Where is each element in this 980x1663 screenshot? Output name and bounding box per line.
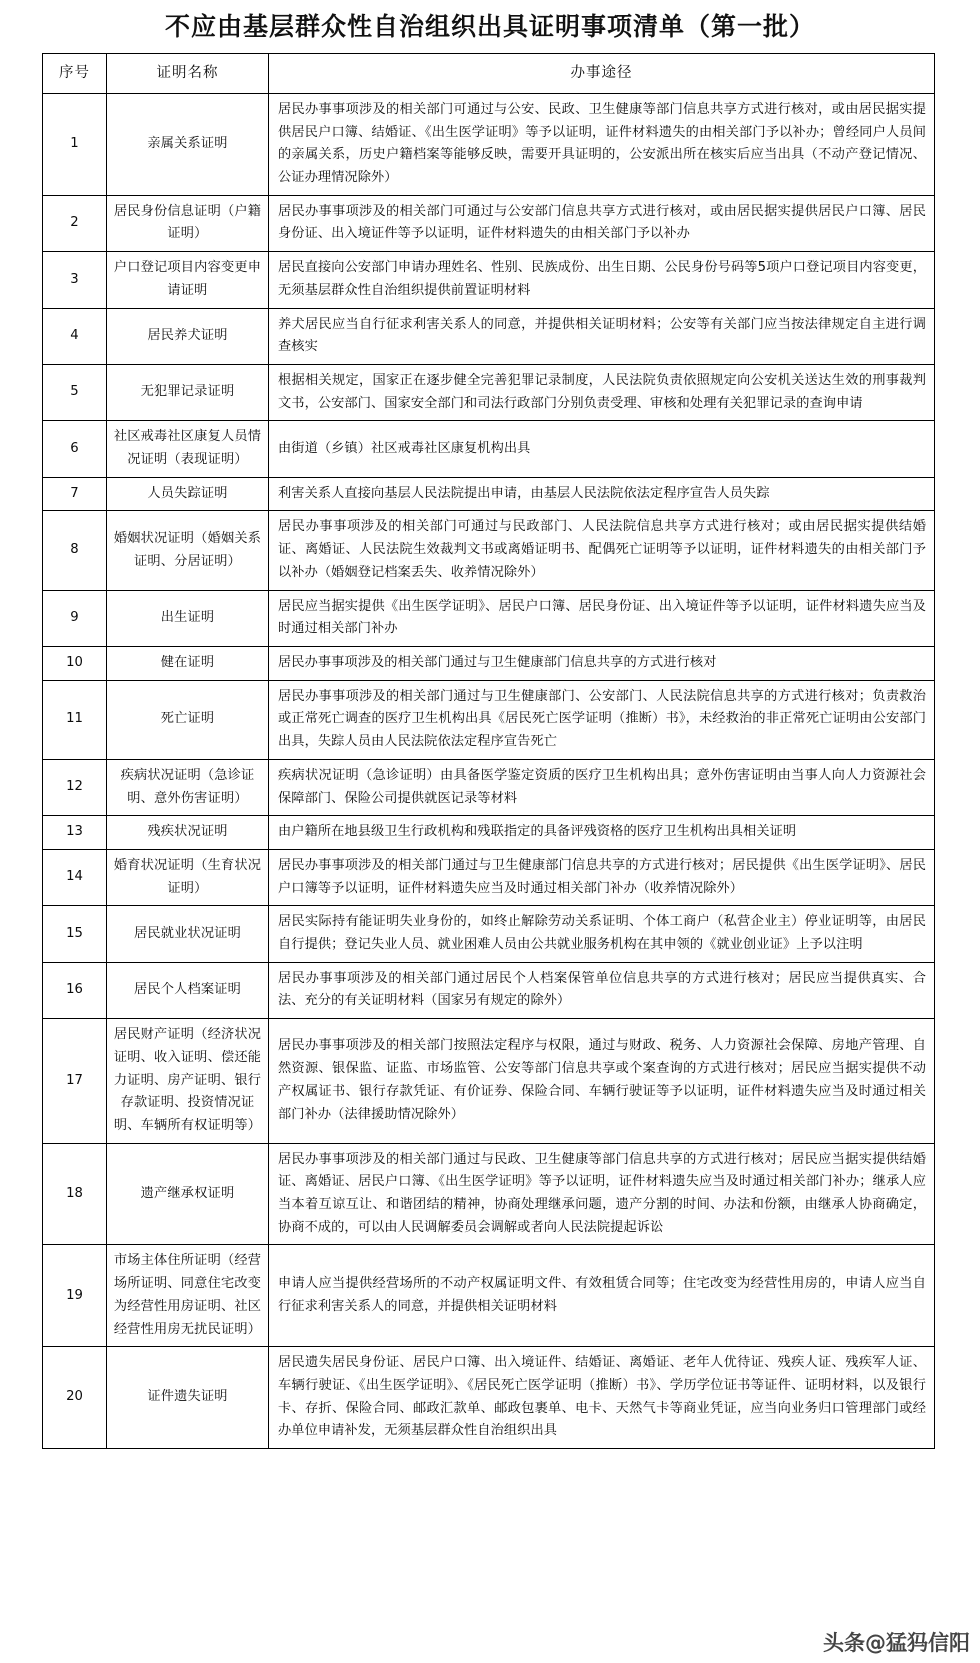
table-row	[43, 759, 935, 815]
table-row	[43, 308, 935, 364]
row-index-cell: 1	[43, 93, 107, 195]
row-index-cell: 17	[43, 1019, 107, 1144]
row-index-cell: 10	[43, 647, 107, 681]
handling-method-cell: 居民办事事项涉及的相关部门可通过与公安、民政、卫生健康等部门信息共享方式进行核对，或由居民据实提供居民户口簿、结婚证、《出生医学证明》等予以证明，证件材料遗失的由相关部门予以补办；曾经同户人员间的亲属关系，历史户籍档案等能够反映，需要开具证明的，公安派出所在核实后应当出具（不动产登记情况、公证办理情况除外）	[269, 93, 935, 195]
certificate-name-cell: 死亡证明	[107, 680, 269, 759]
row-index-cell: 12	[43, 759, 107, 815]
certificate-name-cell: 人员失踪证明	[107, 477, 269, 511]
certificate-name-cell: 无犯罪记录证明	[107, 364, 269, 420]
certificate-name-cell: 居民就业状况证明	[107, 906, 269, 962]
table-row	[43, 511, 935, 590]
table-row	[43, 962, 935, 1018]
row-index-cell: 2	[43, 195, 107, 251]
table-row	[43, 1019, 935, 1144]
certificate-list-table-wrapper	[42, 53, 934, 1449]
row-index-cell: 13	[43, 816, 107, 850]
handling-method-cell: 根据相关规定，国家正在逐步健全完善犯罪记录制度，人民法院负责依照规定向公安机关送达生效的刑事裁判文书，公安部门、国家安全部门和司法行政部门分别负责受理、审核和处理有关犯罪记录的查询申请	[269, 364, 935, 420]
row-index-cell: 6	[43, 421, 107, 477]
row-index-cell: 8	[43, 511, 107, 590]
column-header-index: 序号	[43, 54, 107, 94]
handling-method-cell: 居民办事事项涉及的相关部门通过居民个人档案保管单位信息共享的方式进行核对；居民应当提供真实、合法、充分的有关证明材料（国家另有规定的除外）	[269, 962, 935, 1018]
handling-method-cell: 利害关系人直接向基层人民法院提出申请，由基层人民法院依法定程序宣告人员失踪	[269, 477, 935, 511]
table-row	[43, 364, 935, 420]
page-title: 不应由基层群众性自治组织出具证明事项清单（第一批）	[164, 12, 815, 41]
certificate-name-cell: 居民身份信息证明（户籍证明）	[107, 195, 269, 251]
watermark: 头条@猛犸信阳	[823, 1631, 970, 1655]
table-row	[43, 816, 935, 850]
table-row	[43, 477, 935, 511]
row-index-cell: 4	[43, 308, 107, 364]
table-row	[43, 195, 935, 251]
table-row	[43, 590, 935, 646]
row-index-cell: 15	[43, 906, 107, 962]
table-row	[43, 93, 935, 195]
table-header	[43, 54, 935, 94]
handling-method-cell: 由街道（乡镇）社区戒毒社区康复机构出具	[269, 421, 935, 477]
table-row	[43, 680, 935, 759]
row-index-cell: 16	[43, 962, 107, 1018]
certificate-name-cell: 婚姻状况证明（婚姻关系证明、分居证明）	[107, 511, 269, 590]
column-header-name: 证明名称	[107, 54, 269, 94]
table-row	[43, 1245, 935, 1347]
handling-method-cell: 居民办事事项涉及的相关部门通过与卫生健康部门信息共享的方式进行核对；居民提供《出生医学证明》、居民户口簿等予以证明，证件材料遗失应当及时通过相关部门补办（收养情况除外）	[269, 849, 935, 905]
table-row	[43, 1143, 935, 1245]
row-index-cell: 9	[43, 590, 107, 646]
handling-method-cell: 居民办事事项涉及的相关部门通过与民政、卫生健康等部门信息共享的方式进行核对；居民应当据实提供结婚证、离婚证、居民户口簿、《出生医学证明》等予以证明，证件材料遗失应当及时通过相关部门补办；继承人应当本着互谅互让、和谐团结的精神，协商处理继承问题，遗产分割的时间、办法和份额，由继承人协商确定，协商不成的，可以由人民调解委员会调解或者向人民法院提起诉讼	[269, 1143, 935, 1245]
handling-method-cell: 居民实际持有能证明失业身份的，如终止解除劳动关系证明、个体工商户（私营企业主）停业证明等，由居民自行提供；登记失业人员、就业困难人员由公共就业服务机构在其申领的《就业创业证》上予以注明	[269, 906, 935, 962]
row-index-cell: 18	[43, 1143, 107, 1245]
certificate-name-cell: 遗产继承权证明	[107, 1143, 269, 1245]
row-index-cell: 7	[43, 477, 107, 511]
handling-method-cell: 居民应当据实提供《出生医学证明》、居民户口簿、居民身份证、出入境证件等予以证明，证件材料遗失应当及时通过相关部门补办	[269, 590, 935, 646]
handling-method-cell: 居民办事事项涉及的相关部门通过与卫生健康部门信息共享的方式进行核对	[269, 647, 935, 681]
handling-method-cell: 疾病状况证明（急诊证明）由具备医学鉴定资质的医疗卫生机构出具；意外伤害证明由当事人向人力资源社会保障部门、保险公司提供就医记录等材料	[269, 759, 935, 815]
certificate-name-cell: 社区戒毒社区康复人员情况证明（表现证明）	[107, 421, 269, 477]
handling-method-cell: 居民直接向公安部门申请办理姓名、性别、民族成份、出生日期、公民身份号码等5项户口登记项目内容变更，无须基层群众性自治组织提供前置证明材料	[269, 252, 935, 308]
handling-method-cell: 申请人应当提供经营场所的不动产权属证明文件、有效租赁合同等；住宅改变为经营性用房的，申请人应当自行征求利害关系人的同意，并提供相关证明材料	[269, 1245, 935, 1347]
table-header-row	[43, 54, 935, 94]
table-row	[43, 1347, 935, 1449]
certificate-name-cell: 疾病状况证明（急诊证明、意外伤害证明）	[107, 759, 269, 815]
table-row	[43, 849, 935, 905]
row-index-cell: 20	[43, 1347, 107, 1449]
row-index-cell: 11	[43, 680, 107, 759]
row-index-cell: 5	[43, 364, 107, 420]
certificate-name-cell: 健在证明	[107, 647, 269, 681]
certificate-name-cell: 市场主体住所证明（经营场所证明、同意住宅改变为经营性用房证明、社区经营性用房无扰民证明）	[107, 1245, 269, 1347]
certificate-name-cell: 居民个人档案证明	[107, 962, 269, 1018]
certificate-name-cell: 居民养犬证明	[107, 308, 269, 364]
handling-method-cell: 居民办事事项涉及的相关部门可通过与民政部门、人民法院信息共享方式进行核对；或由居民据实提供结婚证、离婚证、人民法院生效裁判文书或离婚证明书、配偶死亡证明等予以证明，证件材料遗失的由相关部门予以补办（婚姻登记档案丢失、收养情况除外）	[269, 511, 935, 590]
certificate-name-cell: 证件遗失证明	[107, 1347, 269, 1449]
certificate-name-cell: 居民财产证明（经济状况证明、收入证明、偿还能力证明、房产证明、银行存款证明、投资情况证明、车辆所有权证明等）	[107, 1019, 269, 1144]
handling-method-cell: 养犬居民应当自行征求利害关系人的同意，并提供相关证明材料；公安等有关部门应当按法律规定自主进行调查核实	[269, 308, 935, 364]
certificate-name-cell: 户口登记项目内容变更申请证明	[107, 252, 269, 308]
table-row	[43, 906, 935, 962]
row-index-cell: 19	[43, 1245, 107, 1347]
table-body	[43, 93, 935, 1448]
handling-method-cell: 居民办事事项涉及的相关部门通过与卫生健康部门、公安部门、人民法院信息共享的方式进行核对；负责救治或正常死亡调查的医疗卫生机构出具《居民死亡医学证明（推断）书》，未经救治的非正常死亡证明由公安部门出具，失踪人员由人民法院依法定程序宣告死亡	[269, 680, 935, 759]
certificate-name-cell: 亲属关系证明	[107, 93, 269, 195]
certificate-name-cell: 婚育状况证明（生育状况证明）	[107, 849, 269, 905]
table-row	[43, 252, 935, 308]
handling-method-cell: 居民办事事项涉及的相关部门按照法定程序与权限，通过与财政、税务、人力资源社会保障、房地产管理、自然资源、银保监、证监、市场监管、公安等部门信息共享或个案查询的方式进行核对；居民应当据实提供不动产权属证书、银行存款凭证、有价证券、保险合同、车辆行驶证等予以证明，证件材料遗失应当及时通过相关部门补办（法律援助情况除外）	[269, 1019, 935, 1144]
handling-method-cell: 由户籍所在地县级卫生行政机构和残联指定的具备评残资格的医疗卫生机构出具相关证明	[269, 816, 935, 850]
row-index-cell: 3	[43, 252, 107, 308]
column-header-method: 办事途径	[269, 54, 935, 94]
certificate-name-cell: 残疾状况证明	[107, 816, 269, 850]
handling-method-cell: 居民遗失居民身份证、居民户口簿、出入境证件、结婚证、离婚证、老年人优待证、残疾人证、残疾军人证、车辆行驶证、《出生医学证明》、《居民死亡医学证明（推断）书》、学历学位证书等证件、证明材料，以及银行卡、存折、保险合同、邮政汇款单、邮政包裹单、电卡、天然气卡等商业凭证，应当向业务归口管理部门或经办单位申请补发，无须基层群众性自治组织出具	[269, 1347, 935, 1449]
table-row	[43, 421, 935, 477]
certificate-list-table	[42, 53, 935, 1449]
row-index-cell: 14	[43, 849, 107, 905]
table-row	[43, 647, 935, 681]
handling-method-cell: 居民办事事项涉及的相关部门可通过与公安部门信息共享方式进行核对，或由居民据实提供居民户口簿、居民身份证、出入境证件等予以证明，证件材料遗失的由相关部门予以补办	[269, 195, 935, 251]
certificate-name-cell: 出生证明	[107, 590, 269, 646]
